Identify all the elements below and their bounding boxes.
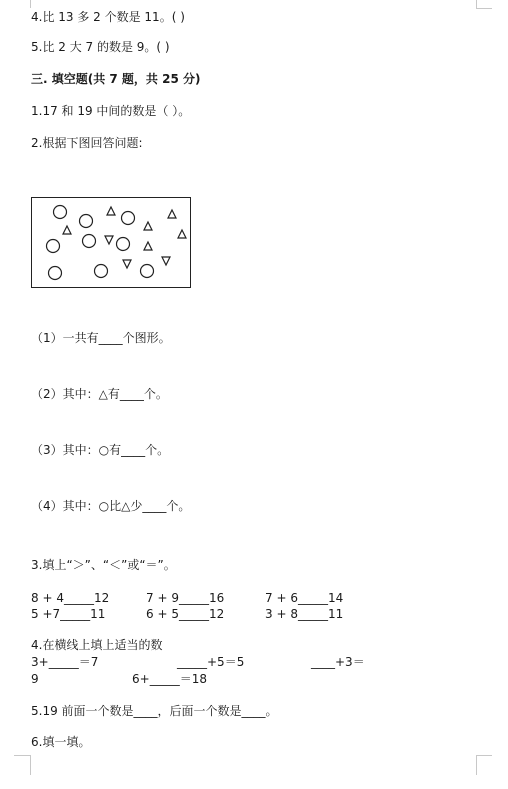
fill-blank-item: _____+5＝5 <box>177 655 245 669</box>
fill-question-2: 2.根据下图回答问题: <box>31 136 143 150</box>
triangle-down-shape <box>123 260 131 268</box>
compare-item: 6 + 5_____12 <box>146 607 225 621</box>
compare-item: 7 + 9_____16 <box>146 591 225 605</box>
fill-question-3: 3.填上“＞”、“＜”或“＝”。 <box>31 558 176 572</box>
sub-question-3: （3）其中：○有____个。 <box>31 443 170 457</box>
fill-question-1: 1.17 和 19 中间的数是（ ）。 <box>31 104 191 118</box>
fill-blank-item: 6+_____＝18 <box>132 672 207 686</box>
circle-shape <box>47 240 60 253</box>
circle-shape <box>117 238 130 251</box>
circle-shape <box>54 206 67 219</box>
sub-question-2: （2）其中：△有____个。 <box>31 387 168 401</box>
triangle-up-shape <box>168 210 176 218</box>
fill-question-6: 6.填一填。 <box>31 735 91 749</box>
compare-item: 7 + 6_____14 <box>265 591 344 605</box>
triangle-up-shape <box>144 242 152 250</box>
crop-mark <box>30 0 31 8</box>
fill-blank-item: ____+3＝ <box>311 655 365 669</box>
question-4: 4.比 13 多 2 个数是 11。( ) <box>31 10 185 24</box>
compare-item: 5 +7_____11 <box>31 607 106 621</box>
shapes-figure <box>31 197 191 288</box>
circle-shape <box>49 267 62 280</box>
crop-mark <box>30 755 31 775</box>
shapes-canvas <box>32 198 192 289</box>
circle-shape <box>83 235 96 248</box>
compare-item: 3 + 8_____11 <box>265 607 344 621</box>
sub-question-1: （1）一共有____个图形。 <box>31 331 171 345</box>
crop-mark <box>476 755 492 756</box>
triangle-up-shape <box>178 230 186 238</box>
triangle-up-shape <box>144 222 152 230</box>
triangle-down-shape <box>105 236 113 244</box>
crop-mark <box>476 8 492 9</box>
sub-question-4: （4）其中：○比△少____个。 <box>31 499 191 513</box>
circle-shape <box>95 265 108 278</box>
circle-shape <box>141 265 154 278</box>
circle-shape <box>80 215 93 228</box>
crop-mark <box>14 755 30 756</box>
fill-blank-item: 3+_____＝7 <box>31 655 99 669</box>
compare-item: 8 + 4_____12 <box>31 591 110 605</box>
triangle-down-shape <box>162 257 170 265</box>
fill-question-5: 5.19 前面一个数是____，后面一个数是____。 <box>31 704 278 718</box>
question-5: 5.比 2 大 7 的数是 9。( ) <box>31 40 170 54</box>
section-heading: 三. 填空题(共 7 题，共 25 分) <box>31 72 201 86</box>
triangle-up-shape <box>107 207 115 215</box>
fill-blank-item: 9 <box>31 672 39 686</box>
fill-question-4: 4.在横线上填上适当的数 <box>31 638 163 652</box>
crop-mark <box>476 0 477 8</box>
circle-shape <box>122 212 135 225</box>
triangle-up-shape <box>63 226 71 234</box>
crop-mark <box>476 755 477 775</box>
